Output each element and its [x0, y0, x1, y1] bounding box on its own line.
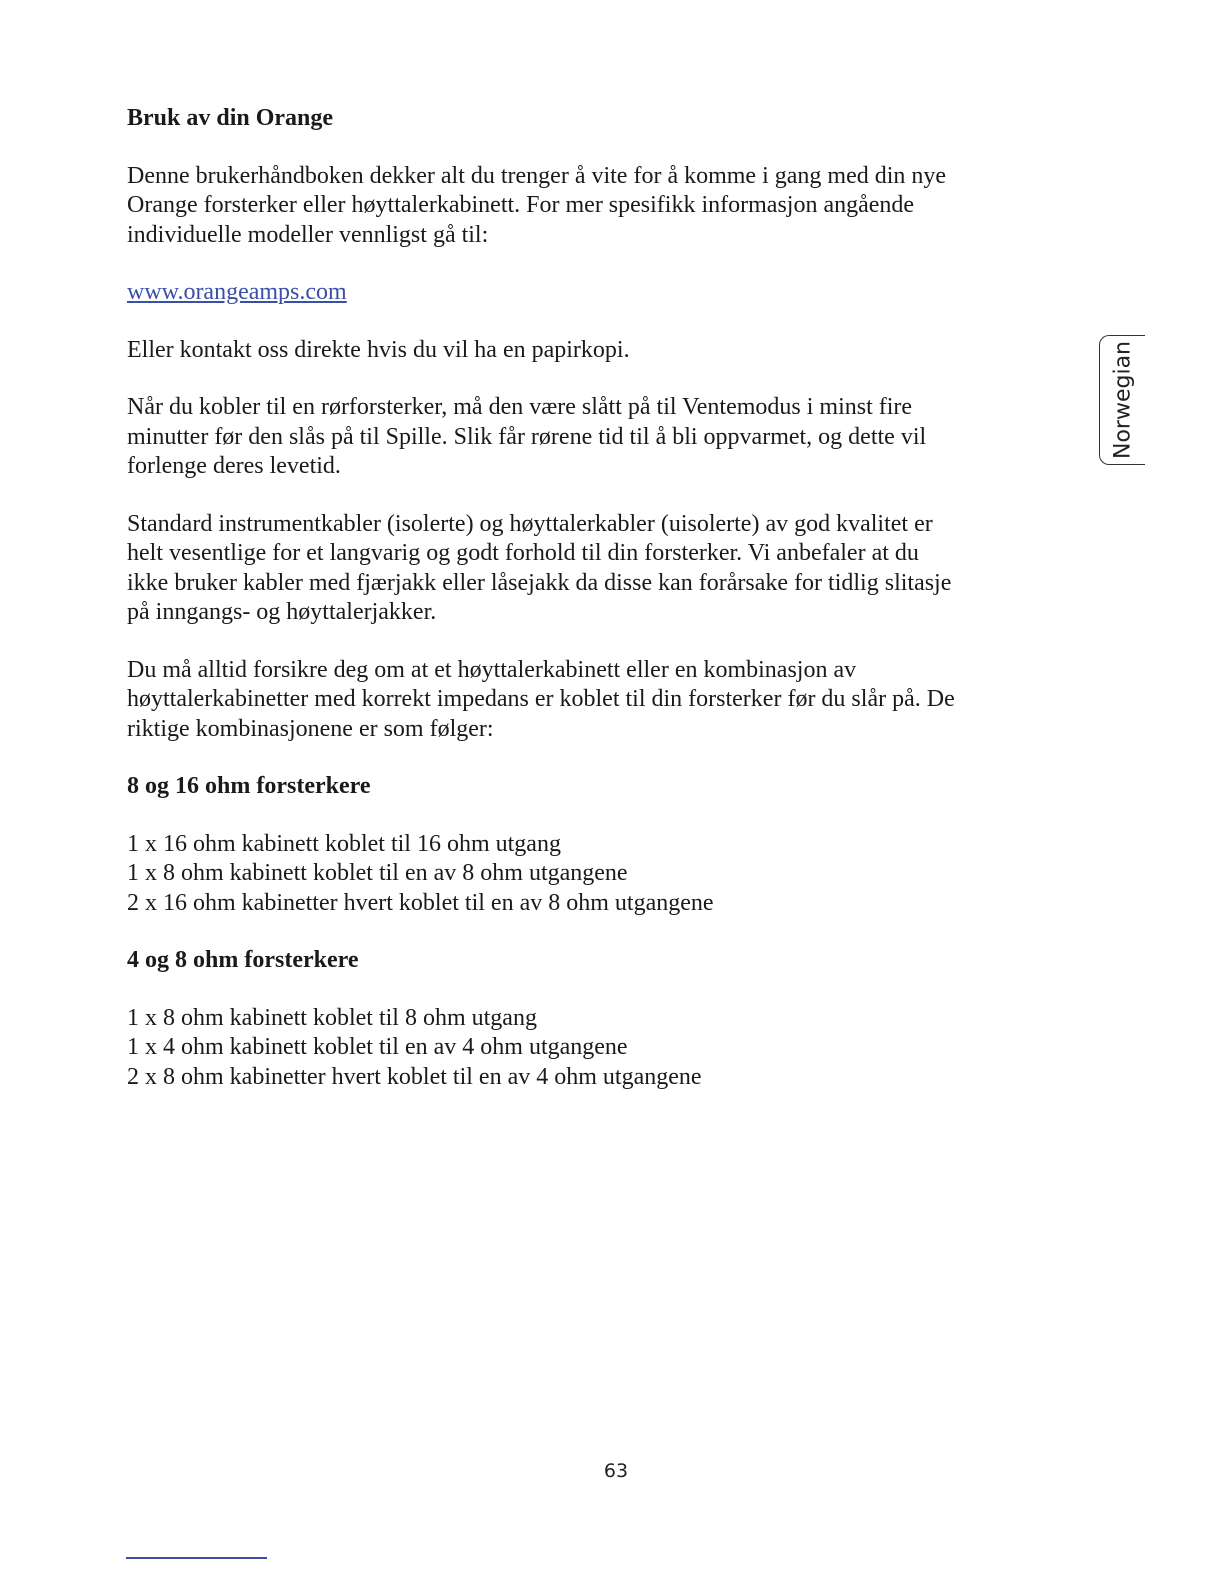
text-line: Du må alltid forsikre deg om at et høyttalerkabinett eller en kombinasjon av: [127, 656, 857, 683]
impedance-paragraph: [127, 656, 1027, 745]
text-line: helt vesentlige for et langvarig og godt forhold til din forsterker. Vi anbefaler at du: [127, 540, 919, 566]
language-tab-label: Norwegian: [1110, 341, 1135, 459]
page-content: [127, 104, 1027, 1120]
list-8-16-ohm: [127, 830, 1027, 919]
list-4-8-ohm: [127, 1004, 1027, 1093]
page-number: 63: [603, 1460, 629, 1482]
list-item: 1 x 8 ohm kabinett koblet til en av 8 ohm utgangene: [127, 860, 628, 886]
text-line: Når du kobler til en rørforsterker, må den være slått på til Ventemodus i minst fire: [127, 394, 913, 420]
text-line: høyttalerkabinetter med korrekt impedans er koblet til din forsterker før du slår på. De: [127, 686, 955, 712]
text-line: Denne brukerhåndboken dekker alt du trenger å vite for å komme i gang med din nye: [127, 162, 947, 189]
text-line: ikke bruker kabler med fjærjakk eller låsejakk da disse kan forårsake for tidlig slitasje: [127, 569, 952, 596]
contact-paragraph: Eller kontakt oss direkte hvis du vil ha en papirkopi.: [127, 336, 630, 363]
page-title: Bruk av din Orange: [127, 105, 334, 131]
list-item: 2 x 8 ohm kabinetter hvert koblet til en av 4 ohm utgangene: [127, 1063, 702, 1090]
text-line: Orange forsterker eller høyttalerkabinett. For mer spesifikk informasjon angående: [127, 192, 915, 218]
list-item: 1 x 16 ohm kabinett koblet til 16 ohm utgang: [127, 830, 561, 857]
website-link[interactable]: www.orangeamps.com: [127, 279, 347, 305]
standby-paragraph: [127, 393, 1027, 482]
text-line: Standard instrumentkabler (isolerte) og høyttalerkabler (uisolerte) av god kvalitet er: [127, 510, 933, 537]
text-line: individuelle modeller vennligst gå til:: [127, 221, 489, 248]
link-paragraph: [127, 278, 1027, 308]
cables-paragraph: [127, 510, 1027, 628]
list-item: 1 x 8 ohm kabinett koblet til 8 ohm utgang: [127, 1004, 537, 1031]
section-heading-8-16-ohm: 8 og 16 ohm forsterkere: [127, 773, 371, 799]
list-item: 2 x 16 ohm kabinetter hvert koblet til en av 8 ohm utgangene: [127, 889, 714, 916]
list-item: 1 x 4 ohm kabinett koblet til en av 4 ohm utgangene: [127, 1034, 628, 1060]
text-line: riktige kombinasjonene er som følger:: [127, 715, 494, 742]
text-line: forlenge deres levetid.: [127, 453, 341, 479]
text-line: på inngangs- og høyttalerjakker.: [127, 599, 437, 625]
language-tab: [1099, 335, 1145, 465]
text-line: minutter før den slås på til Spille. Slik får rørene tid til å bli oppvarmet, og dette vil: [127, 423, 927, 450]
footnote-divider: [126, 1557, 267, 1559]
intro-paragraph: [127, 162, 1027, 251]
section-heading-4-8-ohm: 4 og 8 ohm forsterkere: [127, 947, 359, 973]
